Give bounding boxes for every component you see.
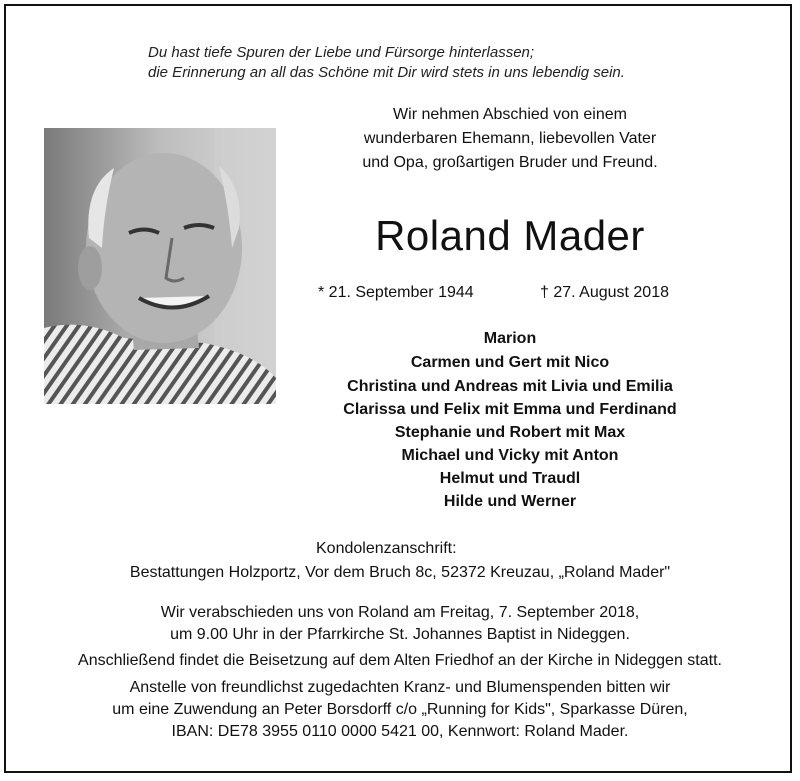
- condolence-label: Kondolenzanschrift:: [316, 540, 457, 557]
- quote-line-2: die Erinnerung an all das Schöne mit Dir wird stets in uns lebendig sein.: [148, 64, 625, 81]
- farewell-line-5: um eine Zuwendung an Peter Borsdorff c/o „Running for Kids", Sparkasse Düren,: [112, 701, 688, 718]
- farewell-line-4: Anstelle von freundlichst zugedachten Kranz- und Blumenspenden bitten wir: [129, 679, 671, 696]
- family-line-2: Carmen und Gert mit Nico: [410, 354, 610, 371]
- family-line-8: Hilde und Werner: [443, 493, 577, 510]
- family-line-3: Christina und Andreas mit Livia und Emilia: [347, 378, 673, 395]
- family-line-7: Helmut und Traudl: [439, 470, 581, 487]
- family-line-6: Michael und Vicky mit Anton: [401, 447, 619, 464]
- deceased-name: Roland Mader: [375, 212, 645, 259]
- farewell-line-3: Anschließend findet die Beisetzung auf dem Alten Friedhof an der Kirche in Nideggen statt.: [78, 652, 722, 669]
- family-line-5: Stephanie und Robert mit Max: [394, 424, 626, 441]
- family-line-1: Marion: [483, 330, 537, 347]
- farewell-line-6: IBAN: DE78 3955 0110 0000 5421 00, Kennwort: Roland Mader.: [171, 723, 629, 740]
- farewell-line-2: um 9.00 Uhr in der Pfarrkirche St. Johannes Baptist in Nideggen.: [170, 626, 630, 643]
- intro-line-3: und Opa, großartigen Bruder und Freund.: [362, 154, 658, 171]
- farewell-line-1: Wir verabschieden uns von Roland am Freitag, 7. September 2018,: [160, 604, 640, 621]
- family-line-4: Clarissa und Felix mit Emma und Ferdinand: [343, 401, 677, 418]
- death-date: † 27. August 2018: [540, 284, 669, 301]
- portrait-photo: [44, 128, 276, 404]
- condolence-address: Bestattungen Holzportz, Vor dem Bruch 8c, 52372 Kreuzau, „Roland Mader": [129, 564, 671, 581]
- intro-line-2: wunderbaren Ehemann, liebevollen Vater: [363, 130, 657, 147]
- birth-date: * 21. September 1944: [318, 284, 474, 301]
- intro-line-1: Wir nehmen Abschied von einem: [393, 106, 627, 123]
- quote-line-1: Du hast tiefe Spuren der Liebe und Fürsorge hinterlassen;: [148, 44, 535, 61]
